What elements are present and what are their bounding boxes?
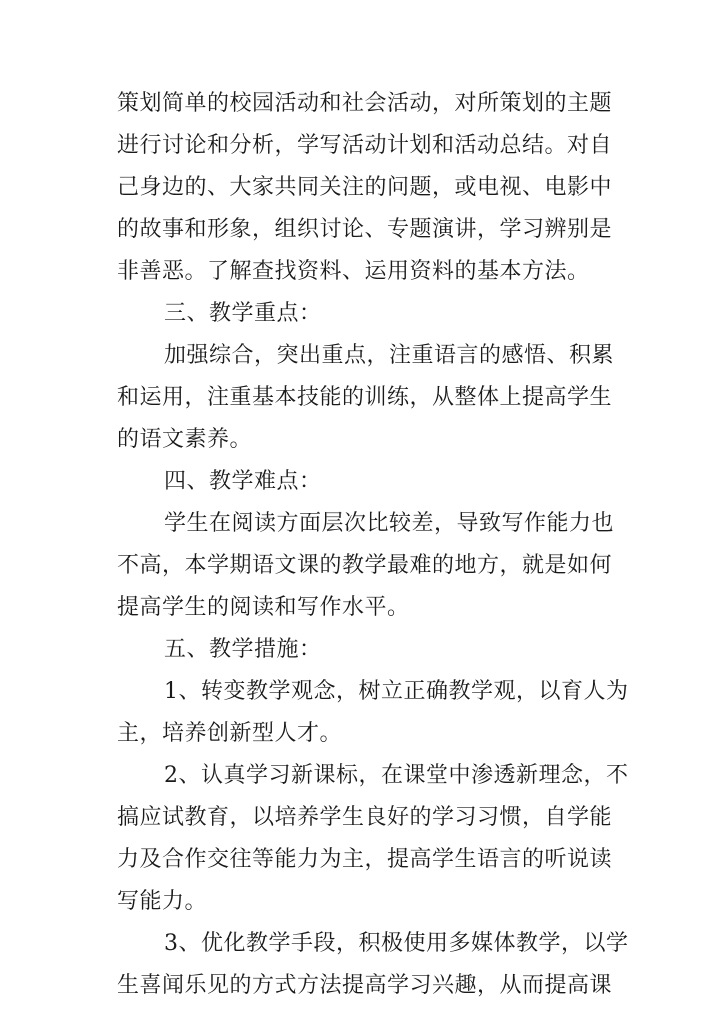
text-line: 的语文素养。 [117,427,253,452]
text-line: 三、教学重点： [164,301,322,326]
text-line: 加强综合，突出重点，注重语言的感悟、积累 [164,343,615,368]
text-line: 写能力。 [117,889,208,914]
text-line: 策划简单的校园活动和社会活动，对所策划的主题 [117,91,613,116]
text-line: 3、优化教学手段，积极使用多媒体教学，以学 [164,931,629,956]
text-line: 和运用，注重基本技能的训练，从整体上提高学生 [117,385,613,410]
text-line: 四、教学难点： [164,469,322,494]
text-line: 五、教学措施： [164,637,322,662]
text-line: 力及合作交往等能力为主，提高学生语言的听说读 [117,847,613,872]
text-line: 的故事和形象，组织讨论、专题演讲，学习辨别是 [117,217,613,242]
document-body [117,83,629,1007]
text-line: 学生在阅读方面层次比较差，导致写作能力也 [164,511,615,536]
text-line: 主，培养创新型人才。 [117,721,343,746]
text-line: 2、认真学习新课标，在课堂中渗透新理念，不 [164,763,629,788]
text-line: 1、转变教学观念，树立正确教学观，以育人为 [164,679,629,704]
text-line: 己身边的、大家共同关注的问题，或电视、电影中 [117,175,613,200]
text-line: 搞应试教育，以培养学生良好的学习习惯，自学能 [117,805,613,830]
text-line: 生喜闻乐见的方式方法提高学习兴趣，从而提高课 [117,973,613,998]
text-line: 进行讨论和分析，学写活动计划和活动总结。对自 [117,133,613,158]
text-line: 提高学生的阅读和写作水平。 [117,595,410,620]
text-line: 不高，本学期语文课的教学最难的地方，就是如何 [117,553,613,578]
text-line: 非善恶。了解查找资料、运用资料的基本方法。 [117,259,590,284]
